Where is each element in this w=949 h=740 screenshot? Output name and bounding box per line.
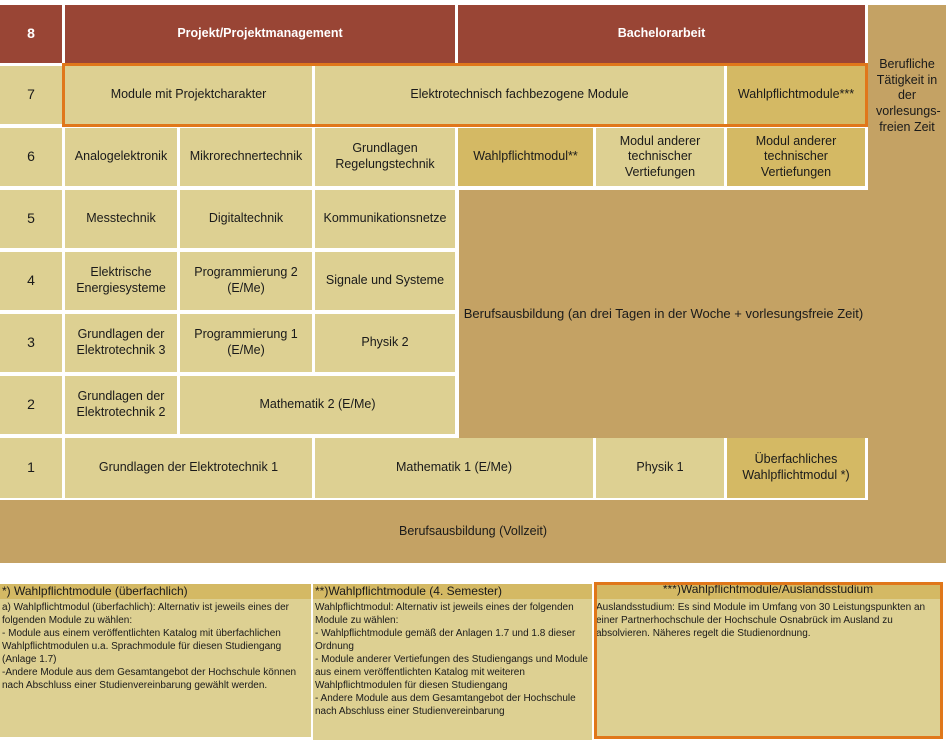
footnote-1-title: *) Wahlpflichtmodule (überfachlich) — [0, 584, 311, 599]
module-energiesysteme: Elektrische Energiesysteme — [65, 252, 177, 310]
semester-1: 1 — [0, 438, 62, 498]
module-mathematik-2: Mathematik 2 (E/Me) — [180, 376, 455, 434]
module-anderer-vertiefungen-1: Modul anderer technischer Vertiefungen — [596, 128, 724, 186]
module-fachbezogen: Elektrotechnisch fachbezogene Module — [315, 66, 724, 124]
module-physik-2: Physik 2 — [315, 314, 455, 372]
berufsausbildung-teilzeit-block — [459, 190, 868, 438]
footnote-2-title: **)Wahlpflichtmodule (4. Semester) — [313, 584, 592, 599]
module-wahlpflicht-6: Wahlpflichtmodul** — [458, 128, 593, 186]
module-programmierung-2: Programmierung 2 (E/Me) — [180, 252, 312, 310]
semester-5: 5 — [0, 190, 62, 248]
module-programmierung-1: Programmierung 1 (E/Me) — [180, 314, 312, 372]
footnote-1-text: a) Wahlpflichtmodul (überfachlich): Alternativ ist jeweils eines der folgenden Module zu wählen: - Module aus einem veröffentlichten Katalog mit überfachlichen Wahlpflichtmodulen u.a. Sprachmodule für diesen Studiengang (Anlage 1.7) -Andere Module aus dem Gesamtangebot der Hochschule können nach Abschluss einer Studienvereinbarung gewählt werden. — [0, 599, 311, 737]
module-grundlagen-et-2: Grundlagen der Elektrotechnik 2 — [65, 376, 177, 434]
module-mathematik-1: Mathematik 1 (E/Me) — [315, 438, 593, 498]
module-ueberfachlich: Überfachliches Wahlpflichtmodul *) — [727, 438, 865, 498]
footnote-3-title: ***)Wahlpflichtmodule/Auslandsstudium — [594, 582, 942, 599]
module-wahlpflicht-7: Wahlpflichtmodule*** — [727, 66, 865, 124]
module-projektmanagement: Projekt/Projektmanagement — [65, 5, 455, 63]
module-messtechnik: Messtechnik — [65, 190, 177, 248]
semester-2: 2 — [0, 376, 62, 434]
berufsausbildung-vollzeit-block — [0, 500, 946, 563]
module-signale-systeme: Signale und Systeme — [315, 252, 455, 310]
semester-6: 6 — [0, 128, 62, 186]
module-physik-1: Physik 1 — [596, 438, 724, 498]
semester-8: 8 — [0, 5, 62, 63]
module-bachelorarbeit: Bachelorarbeit — [458, 5, 865, 63]
berufliche-taetigkeit-label: Berufliche Tätigkeit in der vorlesungs-freien Zeit — [876, 57, 941, 134]
footnote-2-text: Wahlpflichtmodul: Alternativ ist jeweils eines der folgenden Module zu wählen: - Wahlpflichtmodule gemäß der Anlagen 1.7 und 1.8 dieser Ordnung - Module anderer Vertiefungen des Studiengangs und Module aus einem veröffentlichten Katalog mit weiteren Wahlpflichtmodulen für diesen Studiengang - Andere Module aus dem Gesamtangebot der Hochschule nach Abschluss einer Studienvereinbarung — [313, 599, 592, 740]
module-mikrorechnertechnik: Mikrorechnertechnik — [180, 128, 312, 186]
module-anderer-vertiefungen-2: Modul anderer technischer Vertiefungen — [727, 128, 865, 186]
module-kommunikationsnetze: Kommunikationsnetze — [315, 190, 455, 248]
module-grundlagen-et-3: Grundlagen der Elektrotechnik 3 — [65, 314, 177, 372]
berufliche-taetigkeit-block — [868, 5, 946, 500]
module-grundlagen-et-1: Grundlagen der Elektrotechnik 1 — [65, 438, 312, 498]
berufsausbildung-vollzeit-label: Berufsausbildung (Vollzeit) — [399, 523, 547, 538]
berufsausbildung-teilzeit-label: Berufsausbildung (an drei Tagen in der Woche + vorlesungsfreie Zeit) — [463, 305, 864, 321]
module-regelungstechnik: Grundlagen Regelungstechnik — [315, 128, 455, 186]
module-projektcharakter: Module mit Projektcharakter — [65, 66, 312, 124]
module-digitaltechnik: Digitaltechnik — [180, 190, 312, 248]
module-analogelektronik: Analogelektronik — [65, 128, 177, 186]
semester-4: 4 — [0, 252, 62, 310]
semester-3: 3 — [0, 314, 62, 372]
footnote-3-text: Auslandsstudium: Es sind Module im Umfang von 30 Leistungspunkten an einer Partnerhochschule der Hochschule Osnabrück im Ausland zu absolvieren. Näheres regelt die Studienordnung. — [594, 599, 942, 738]
semester-7: 7 — [0, 66, 62, 124]
